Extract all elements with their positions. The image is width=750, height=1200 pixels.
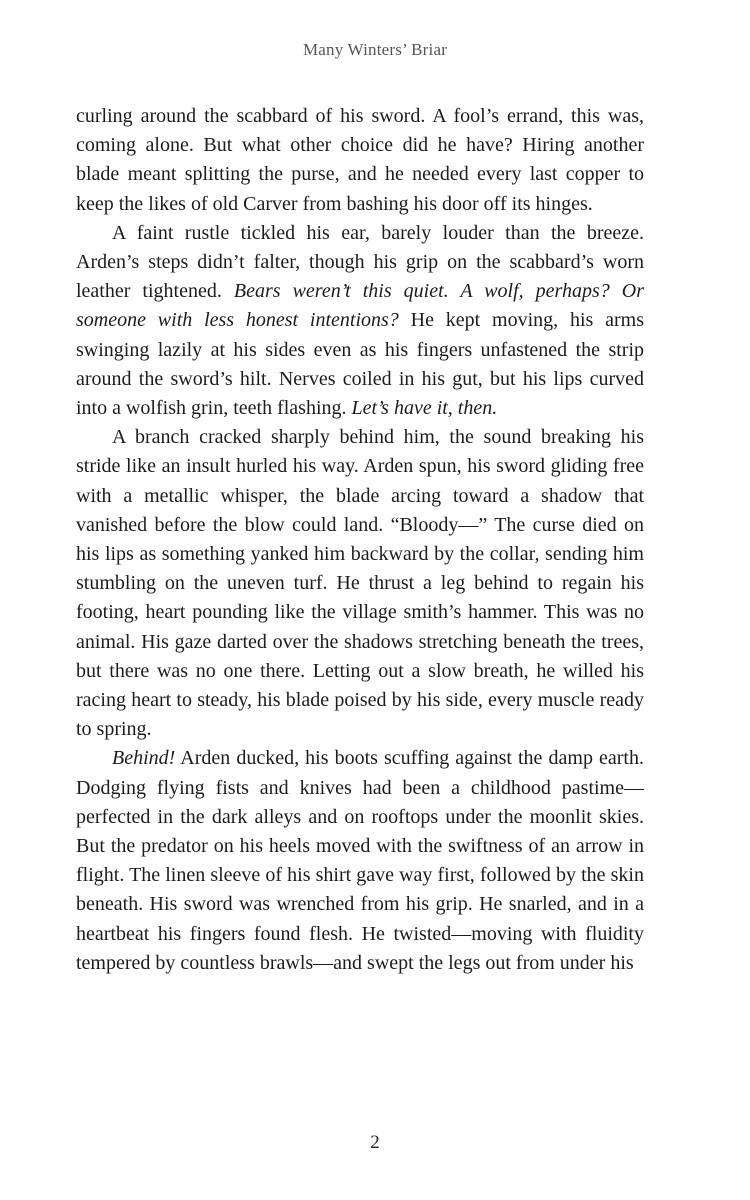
paragraph-3 [76,423,644,744]
paragraph-2-segment-3: He kept moving, his arms swinging lazily at his sides even as his fingers unfastened the strip around the sword’s hilt. Nerves coiled in his gut, but his lips curved into a wolfish grin, teeth flashing. [76,309,644,420]
paragraph-2-italic-thought-2: Let’s have it, then. [351,397,498,420]
body-text [76,102,644,978]
paragraph-1-segment-1: curling around the scabbard of his sword. A fool’s errand, this was, coming alone. But what other choice did he have? Hiring another blade meant splitting the purse, and he needed every last copper to keep the likes of old Carver from bashing his door off its hinges. [76,105,644,215]
page-number: 2 [370,1132,380,1153]
paragraph-2 [76,219,644,423]
paragraph-4 [76,744,644,978]
paragraph-4-segment-2: Arden ducked, his boots scuffing against the damp earth. Dodging flying fists and knives had been a childhood pastime—perfected in the dark alleys and on rooftops under the moonlit skies. But the predator on his heels moved with the swiftness of an arrow in flight. The linen sleeve of his shirt gave way first, followed by the skin beneath. His sword was wrenched from his grip. He snarled, and in a heartbeat his fingers found flesh. He twisted—moving with fluidity tempered by countless brawls—and swept the legs out from under his [76,747,644,974]
paragraph-1 [76,102,644,219]
paragraph-3-segment-1: A branch cracked sharply behind him, the sound breaking his stride like an insult hurled his way. Arden spun, his sword gliding free with a metallic whisper, the blade arcing toward a shadow that vanished before the blow could land. “Bloody—” The curse died on his lips as something yanked him backward by the collar, sending him stumbling on the uneven turf. He thrust a leg behind to regain his footing, heart pounding like the village smith’s hammer. This was no animal. His gaze darted over the shadows stretching beneath the trees, but there was no one there. Letting out a slow breath, he willed his racing heart to steady, his blade poised by his side, every muscle ready to spring. [76,426,644,741]
paragraph-2-italic-thought-1: Bears weren’t this quiet. A wolf, perhaps? Or someone with less honest intentions? [76,280,645,332]
paragraph-2-segment-1: A faint rustle tickled his ear, barely louder than the breeze. Arden’s steps didn’t falter, though his grip on the scabbard’s worn leather tightened. [76,221,644,303]
paragraph-4-italic-thought-1: Behind! [112,747,176,770]
running-header-title: Many Winters’ Briar [302,40,448,59]
